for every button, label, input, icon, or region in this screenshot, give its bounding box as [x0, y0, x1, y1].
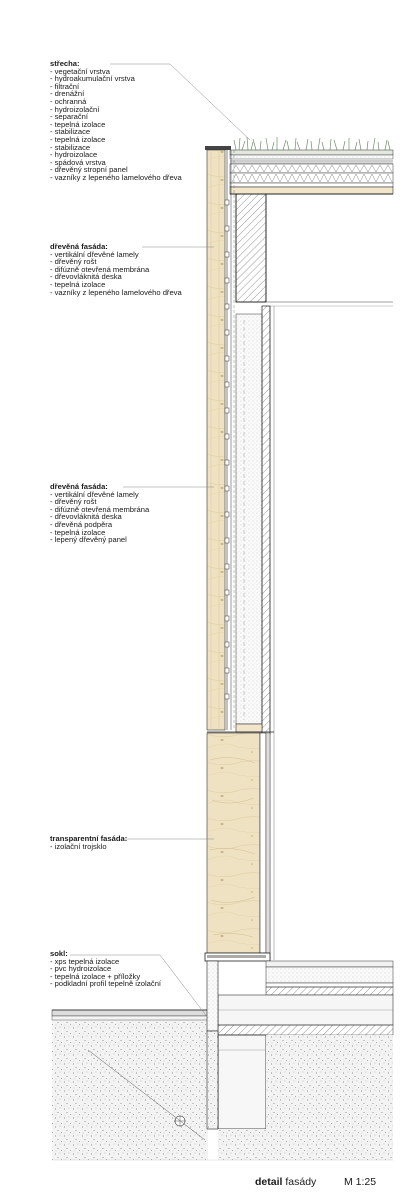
legend-item: - filtrační	[50, 81, 80, 91]
glulam-beam-section	[236, 194, 266, 302]
plinth-and-foundation	[52, 961, 393, 1160]
batten-fixing	[225, 694, 229, 699]
batten-fixing	[225, 382, 229, 387]
legend-transparent-facade	[50, 835, 127, 850]
wall-insulation	[236, 314, 262, 724]
batten-fixing	[225, 226, 229, 231]
legend-item: - stabilizace	[50, 142, 91, 152]
batten-fixing	[225, 434, 229, 439]
legend-item: - tepelná izolace + příložky	[50, 971, 141, 981]
roof-build-up	[230, 137, 393, 194]
legend-item: - tepelná izolace	[50, 527, 106, 537]
batten-fixing	[225, 356, 229, 361]
legend-item: - hydroakumulační vrstva	[50, 74, 135, 84]
legend-facade-1	[50, 243, 182, 296]
legend-item: - izolační trojsklo	[50, 841, 107, 851]
batten-fixing	[225, 642, 229, 647]
drawing-scale: M 1:25	[344, 1176, 377, 1188]
legend-item: - tepelná izolace	[50, 119, 106, 129]
batten-fixing	[225, 590, 229, 595]
legend-heading: transparentní fasáda:	[50, 834, 128, 843]
legend-item: - dřevěný rošt	[50, 257, 97, 267]
batten-fixing	[225, 252, 229, 257]
legend-item: - vertikální dřevěné lamely	[50, 249, 139, 259]
batten-fixing	[225, 486, 229, 491]
legend-item: - stabilizace	[50, 127, 91, 137]
glued-timber-panel	[262, 306, 270, 734]
legend-item: - vegetační vrstva	[50, 66, 110, 76]
batten-fixing	[225, 330, 229, 335]
legend-item: - ochranná	[50, 96, 87, 106]
legend-item: - difúzně otevřená membrána	[50, 264, 150, 274]
legend-item: - dřevěný rošt	[50, 497, 97, 507]
vegetation-layer	[234, 137, 390, 150]
legend-item: - separační	[50, 112, 88, 122]
drawing-title-bold: detail	[255, 1176, 283, 1188]
legend-item: - tepelná izolace	[50, 134, 106, 144]
legend-item: - vertikální dřevěné lamely	[50, 489, 139, 499]
batten-fixing	[225, 304, 229, 309]
batten-fixing	[225, 408, 229, 413]
legend-item: - pvc hydroizolace	[50, 964, 112, 974]
drawing-title-rest: fasády	[282, 1176, 317, 1188]
legend-item: - tepelná izolace	[50, 279, 106, 289]
legend-heading: střecha:	[50, 59, 80, 68]
batten-fixing	[225, 200, 229, 205]
legend-item: - podkladní profil tepelně izolační	[50, 979, 162, 989]
batten-fixing	[225, 668, 229, 673]
batten-fixing	[225, 564, 229, 569]
legend-plinth	[50, 950, 161, 988]
legend-item: - difúzně otevřená membrána	[50, 504, 150, 514]
legend-item: - drenážní	[50, 89, 85, 99]
timber-lamellas	[207, 150, 225, 730]
batten-fixing	[225, 460, 229, 465]
legend-item: - vazníky z lepeného lamelového dřeva	[50, 172, 182, 182]
legend-item: - dřevovláknitá deska	[50, 512, 122, 522]
legend-item: - hydroizolace	[50, 150, 98, 160]
legend-heading: sokl:	[50, 949, 68, 958]
legend-roof	[50, 60, 182, 182]
legend-heading: dřevěná fasáda:	[50, 242, 108, 251]
batten-fixing	[225, 538, 229, 543]
legend-heading: dřevěná fasáda:	[50, 482, 108, 491]
batten-fixing	[225, 616, 229, 621]
legend-item: - lepený dřevěný panel	[50, 535, 127, 545]
parapet-cap	[205, 146, 231, 150]
drawing-title	[255, 1176, 316, 1188]
legend-item: - vazníky z lepeného lamelového dřeva	[50, 287, 182, 297]
legend-item: - xps tepelná izolace	[50, 956, 120, 966]
batten-fixing	[225, 512, 229, 517]
legend-item: - spádová vrstva	[50, 157, 106, 167]
triple-glazing-elevation	[207, 733, 260, 953]
legend-item: - dřevěná podpěra	[50, 519, 113, 529]
legend-item: - dřevěný stropní panel	[50, 165, 128, 175]
legend-item: - hydroizolační	[50, 104, 100, 114]
legend-item: - dřevovláknitá deska	[50, 272, 122, 282]
legend-facade-2	[50, 483, 149, 544]
batten-fixing	[225, 278, 229, 283]
